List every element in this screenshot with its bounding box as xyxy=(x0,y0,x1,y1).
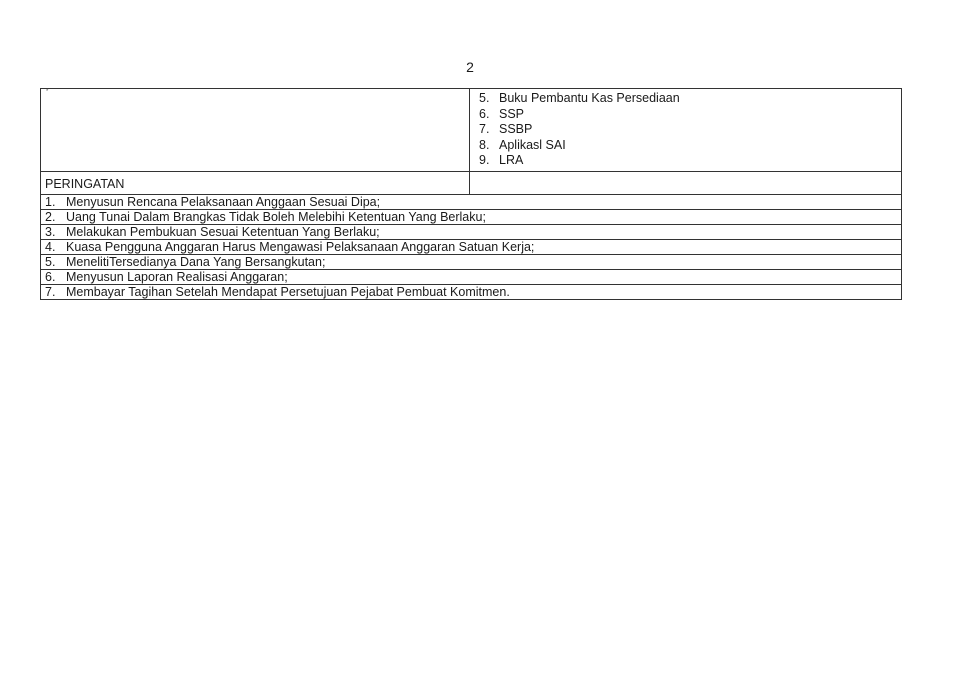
warning-list xyxy=(41,195,901,299)
list-item xyxy=(479,107,901,123)
table-row xyxy=(41,225,901,240)
document-list xyxy=(479,91,901,169)
list-item-number: 8. xyxy=(479,137,490,152)
warning-number: 3. xyxy=(45,225,56,239)
list-item-number: 7. xyxy=(479,122,490,136)
warning-text: Uang Tunai Dalam Brangkas Tidak Boleh Melebihi Ketentuan Yang Berlaku; xyxy=(66,210,486,224)
warning-text: MenelitiTersedianya Dana Yang Bersangkutan; xyxy=(66,255,326,269)
warning-text: Melakukan Pembukuan Sesuai Ketentuan Yang Berlaku; xyxy=(66,225,380,239)
corner-mark: * xyxy=(46,89,49,95)
documents-left-cell xyxy=(41,89,470,171)
list-item xyxy=(479,122,901,138)
documents-row xyxy=(41,89,901,172)
list-item xyxy=(479,91,901,107)
table-row xyxy=(41,270,901,285)
list-item xyxy=(479,153,901,169)
list-item-text: LRA xyxy=(499,153,524,167)
list-item-text: SSP xyxy=(499,106,525,121)
list-item-number: 6. xyxy=(479,106,490,121)
warning-number: 2. xyxy=(45,210,56,224)
table-row xyxy=(41,240,901,255)
warning-number: 4. xyxy=(45,240,56,254)
warning-number: 7. xyxy=(45,285,56,299)
list-item-text: Buku Pembantu Kas Persediaan xyxy=(499,91,680,105)
list-item-number: 5. xyxy=(479,91,490,105)
list-item-text: SSBP xyxy=(499,122,533,136)
warning-number: 5. xyxy=(45,255,56,269)
table-row xyxy=(41,255,901,270)
table-row xyxy=(41,195,901,210)
list-item-text: Aplikasl SAI xyxy=(499,137,566,152)
table-row xyxy=(41,285,901,299)
list-item xyxy=(479,138,901,154)
warning-number: 6. xyxy=(45,270,56,284)
list-item-number: 9. xyxy=(479,153,490,167)
warning-text: Menyusun Laporan Realisasi Anggaran; xyxy=(66,270,288,284)
document-table xyxy=(40,88,902,300)
warning-header-empty-cell xyxy=(470,172,901,194)
table-row xyxy=(41,210,901,225)
warning-header-row xyxy=(41,172,901,195)
warning-number: 1. xyxy=(45,195,56,209)
warning-title: PERINGATAN xyxy=(41,172,470,194)
page-number: 2 xyxy=(466,59,474,75)
warning-text: Kuasa Pengguna Anggaran Harus Mengawasi Pelaksanaan Anggaran Satuan Kerja; xyxy=(66,240,535,254)
warning-text: Membayar Tagihan Setelah Mendapat Persetujuan Pejabat Pembuat Komitmen. xyxy=(66,285,510,299)
documents-right-cell xyxy=(470,89,901,171)
warning-text: Menyusun Rencana Pelaksanaan Anggaan Sesuai Dipa; xyxy=(66,195,381,209)
